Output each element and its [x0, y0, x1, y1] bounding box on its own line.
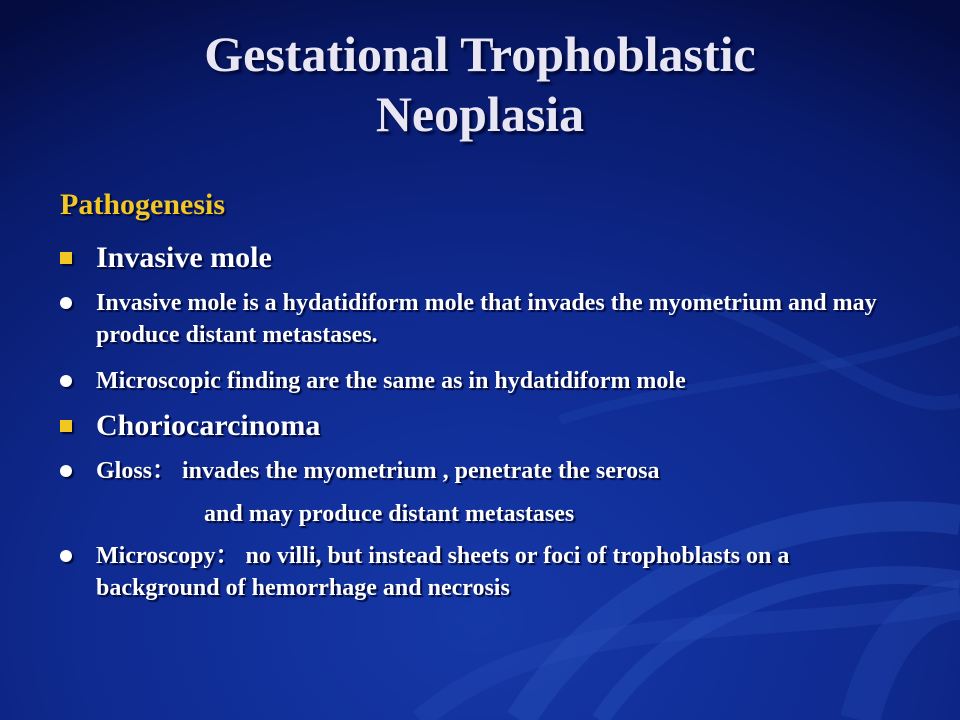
round-bullet-icon: [60, 287, 72, 314]
section-heading: Pathogenesis: [60, 188, 225, 221]
round-bullet-icon: [60, 365, 72, 392]
sub-bullet-text: Gloss： invades the myometrium , penetrate the serosa: [96, 458, 660, 484]
bullet-text: Choriocarcinoma: [96, 409, 321, 442]
round-bullet-icon: [60, 455, 72, 482]
sub-bullet-text: Invasive mole is a hydatidiform mole that invades the myometrium and may produce distant metastases.: [96, 290, 877, 348]
slide-title: [0, 24, 960, 144]
title-line-2: Neoplasia: [375, 86, 585, 142]
title-line-1: Gestational Trophoblastic: [204, 26, 756, 82]
bullet-text: Invasive mole: [96, 241, 272, 274]
sub-bullet-text: Microscopic finding are the same as in hydatidiform mole: [96, 368, 686, 394]
continuation-text: and may produce distant metastases: [204, 501, 575, 527]
square-bullet-icon: [60, 408, 72, 437]
round-bullet-icon: [60, 540, 72, 567]
square-bullet-icon: [60, 240, 72, 269]
sub-bullet-text: Microscopy： no villi, but instead sheets or foci of trophoblasts on a background of hemorrhage and necrosis: [96, 543, 790, 601]
